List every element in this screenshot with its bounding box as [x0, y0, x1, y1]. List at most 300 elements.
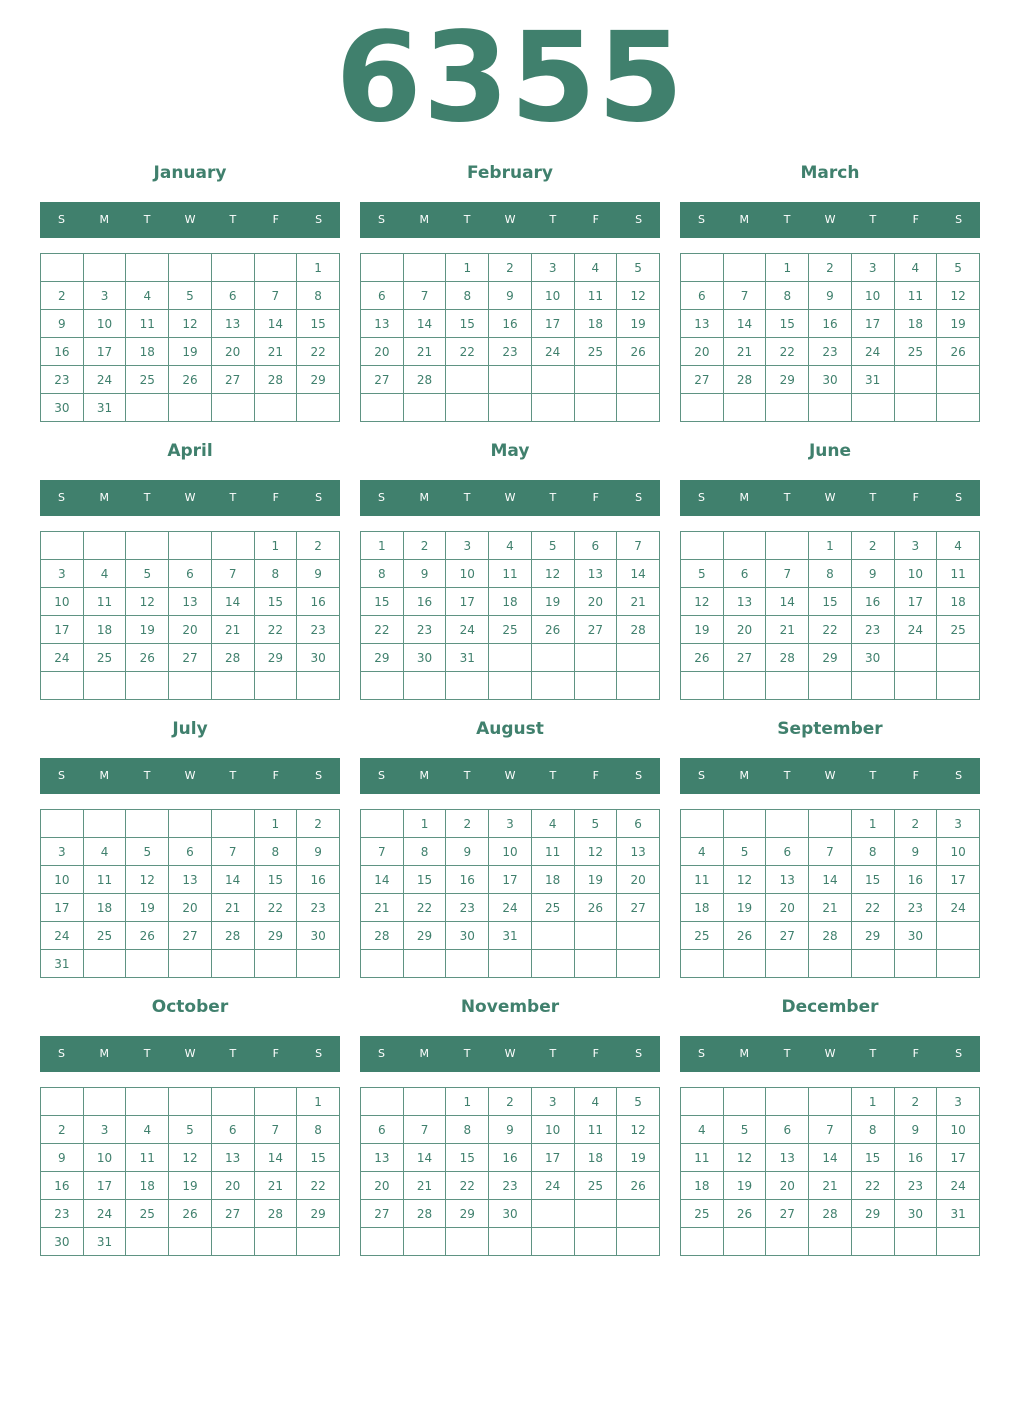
day-cell: 18: [574, 310, 617, 338]
day-cell: 1: [254, 810, 297, 838]
empty-day-cell: [531, 1228, 574, 1256]
week-row: [361, 532, 660, 560]
day-cell: 4: [83, 838, 126, 866]
weekday-label: M: [419, 769, 430, 782]
day-cell: 4: [574, 254, 617, 282]
day-cell: 21: [254, 338, 297, 366]
day-cell: 25: [83, 922, 126, 950]
week-row: [41, 1088, 340, 1116]
day-cell: 23: [489, 338, 532, 366]
day-cell: 4: [681, 1116, 724, 1144]
day-cell: 25: [126, 366, 169, 394]
day-cell: 26: [169, 366, 212, 394]
empty-day-cell: [809, 810, 852, 838]
weekday-label: T: [869, 213, 877, 226]
day-cell: 26: [126, 644, 169, 672]
day-cell: 6: [681, 282, 724, 310]
day-cell: 29: [766, 366, 809, 394]
day-cell: 20: [211, 1172, 254, 1200]
empty-day-cell: [851, 1228, 894, 1256]
day-cell: 11: [126, 1144, 169, 1172]
empty-day-cell: [681, 672, 724, 700]
week-row: [41, 838, 340, 866]
empty-day-cell: [937, 366, 980, 394]
day-cell: 12: [723, 1144, 766, 1172]
day-cell: 19: [617, 310, 660, 338]
empty-day-cell: [489, 644, 532, 672]
day-cell: 26: [723, 922, 766, 950]
day-cell: 13: [574, 560, 617, 588]
day-cell: 16: [403, 588, 446, 616]
day-cell: 18: [531, 866, 574, 894]
day-cell: 1: [446, 254, 489, 282]
weekday-label: F: [592, 769, 599, 782]
day-cell: 11: [681, 866, 724, 894]
day-cell: 21: [403, 338, 446, 366]
week-row: [361, 338, 660, 366]
day-cell: 24: [531, 1172, 574, 1200]
day-cell: 23: [894, 1172, 937, 1200]
day-cell: 22: [361, 616, 404, 644]
empty-day-cell: [169, 672, 212, 700]
empty-day-cell: [211, 950, 254, 978]
weekday-label: T: [143, 213, 151, 226]
weekday-label: F: [272, 491, 279, 504]
day-cell: 8: [766, 282, 809, 310]
day-cell: 26: [681, 644, 724, 672]
empty-day-cell: [766, 672, 809, 700]
week-row: [681, 282, 980, 310]
day-cell: 26: [574, 894, 617, 922]
day-cell: 13: [169, 588, 212, 616]
week-row: [361, 282, 660, 310]
empty-day-cell: [211, 1088, 254, 1116]
day-cell: 3: [489, 810, 532, 838]
day-grid: [40, 531, 340, 700]
weekday-label: S: [57, 769, 65, 782]
empty-day-cell: [723, 254, 766, 282]
week-row: [361, 1200, 660, 1228]
empty-day-cell: [254, 672, 297, 700]
day-cell: 31: [937, 1200, 980, 1228]
empty-day-cell: [83, 254, 126, 282]
weekday-label: S: [635, 1047, 643, 1060]
weekday-header: [680, 480, 980, 516]
week-row: [41, 282, 340, 310]
empty-day-cell: [809, 950, 852, 978]
empty-day-cell: [83, 1088, 126, 1116]
empty-day-cell: [403, 394, 446, 422]
day-cell: 17: [937, 1144, 980, 1172]
day-cell: 6: [617, 810, 660, 838]
day-cell: 24: [937, 894, 980, 922]
empty-day-cell: [851, 394, 894, 422]
weekday-label: F: [592, 1047, 599, 1060]
empty-day-cell: [894, 950, 937, 978]
day-cell: 12: [937, 282, 980, 310]
empty-day-cell: [617, 1200, 660, 1228]
day-cell: 27: [169, 644, 212, 672]
day-cell: 6: [169, 838, 212, 866]
week-row: [681, 894, 980, 922]
empty-day-cell: [169, 950, 212, 978]
empty-day-cell: [126, 254, 169, 282]
day-cell: 10: [531, 1116, 574, 1144]
week-row: [361, 394, 660, 422]
empty-day-cell: [809, 394, 852, 422]
day-cell: 15: [446, 1144, 489, 1172]
day-cell: 12: [531, 560, 574, 588]
day-cell: 10: [446, 560, 489, 588]
weekday-label: S: [57, 213, 65, 226]
day-cell: 27: [766, 922, 809, 950]
weekday-label: T: [229, 769, 237, 782]
day-cell: 5: [937, 254, 980, 282]
day-cell: 8: [851, 1116, 894, 1144]
week-row: [361, 1088, 660, 1116]
week-row: [681, 394, 980, 422]
empty-day-cell: [126, 672, 169, 700]
week-row: [681, 560, 980, 588]
weekday-label: T: [869, 769, 877, 782]
empty-day-cell: [254, 950, 297, 978]
day-cell: 14: [403, 310, 446, 338]
empty-day-cell: [361, 810, 404, 838]
empty-day-cell: [617, 950, 660, 978]
day-cell: 8: [254, 838, 297, 866]
weekday-label: W: [504, 491, 516, 504]
day-cell: 13: [681, 310, 724, 338]
empty-day-cell: [489, 1228, 532, 1256]
empty-day-cell: [937, 672, 980, 700]
empty-day-cell: [169, 1228, 212, 1256]
day-cell: 5: [169, 1116, 212, 1144]
day-cell: 10: [894, 560, 937, 588]
day-cell: 31: [851, 366, 894, 394]
day-cell: 22: [851, 1172, 894, 1200]
empty-day-cell: [531, 644, 574, 672]
week-row: [41, 1228, 340, 1256]
empty-day-cell: [41, 672, 84, 700]
weekday-label: W: [824, 491, 836, 504]
empty-day-cell: [361, 1228, 404, 1256]
week-row: [41, 338, 340, 366]
day-cell: 4: [83, 560, 126, 588]
day-cell: 6: [361, 1116, 404, 1144]
weekday-label: T: [783, 213, 791, 226]
weekday-label: W: [184, 1047, 196, 1060]
weekday-label: S: [315, 769, 323, 782]
week-row: [361, 1172, 660, 1200]
day-cell: 4: [894, 254, 937, 282]
empty-day-cell: [403, 950, 446, 978]
day-cell: 23: [489, 1172, 532, 1200]
empty-day-cell: [681, 1088, 724, 1116]
day-cell: 9: [894, 838, 937, 866]
empty-day-cell: [851, 950, 894, 978]
day-cell: 21: [211, 894, 254, 922]
weekday-label: W: [504, 213, 516, 226]
weekday-label: S: [377, 491, 385, 504]
week-row: [681, 366, 980, 394]
day-cell: 20: [617, 866, 660, 894]
day-cell: 24: [446, 616, 489, 644]
day-cell: 3: [937, 810, 980, 838]
empty-day-cell: [617, 366, 660, 394]
weekday-label: F: [912, 491, 919, 504]
day-cell: 28: [254, 366, 297, 394]
empty-day-cell: [937, 950, 980, 978]
day-cell: 15: [446, 310, 489, 338]
day-cell: 4: [126, 282, 169, 310]
day-cell: 1: [361, 532, 404, 560]
week-row: [681, 1200, 980, 1228]
empty-day-cell: [41, 254, 84, 282]
empty-day-cell: [211, 532, 254, 560]
week-row: [681, 838, 980, 866]
week-row: [361, 644, 660, 672]
empty-day-cell: [297, 672, 340, 700]
day-cell: 27: [617, 894, 660, 922]
day-cell: 7: [403, 282, 446, 310]
day-cell: 3: [41, 838, 84, 866]
day-cell: 23: [41, 1200, 84, 1228]
week-row: [41, 894, 340, 922]
day-cell: 21: [809, 894, 852, 922]
year-title: 6355: [335, 6, 685, 150]
day-cell: 18: [937, 588, 980, 616]
week-row: [681, 254, 980, 282]
week-row: [361, 616, 660, 644]
empty-day-cell: [126, 394, 169, 422]
week-row: [361, 922, 660, 950]
weekday-header: [360, 202, 660, 238]
day-cell: 16: [297, 866, 340, 894]
week-row: [41, 310, 340, 338]
month-title: October: [151, 997, 229, 1017]
day-cell: 19: [531, 588, 574, 616]
empty-day-cell: [617, 922, 660, 950]
day-cell: 16: [894, 1144, 937, 1172]
day-cell: 11: [574, 282, 617, 310]
day-cell: 26: [126, 922, 169, 950]
weekday-label: T: [783, 1047, 791, 1060]
empty-day-cell: [723, 810, 766, 838]
day-cell: 14: [254, 310, 297, 338]
day-cell: 17: [41, 616, 84, 644]
day-cell: 30: [41, 1228, 84, 1256]
day-cell: 15: [297, 1144, 340, 1172]
day-cell: 22: [809, 616, 852, 644]
day-cell: 20: [169, 894, 212, 922]
day-cell: 2: [41, 1116, 84, 1144]
day-cell: 4: [574, 1088, 617, 1116]
day-cell: 23: [809, 338, 852, 366]
day-cell: 29: [851, 1200, 894, 1228]
day-cell: 10: [531, 282, 574, 310]
day-cell: 17: [489, 866, 532, 894]
day-cell: 20: [211, 338, 254, 366]
day-cell: 26: [723, 1200, 766, 1228]
empty-day-cell: [169, 394, 212, 422]
day-cell: 18: [489, 588, 532, 616]
day-cell: 2: [403, 532, 446, 560]
day-cell: 15: [766, 310, 809, 338]
empty-day-cell: [361, 950, 404, 978]
week-row: [41, 1144, 340, 1172]
day-cell: 26: [617, 1172, 660, 1200]
empty-day-cell: [83, 810, 126, 838]
day-cell: 13: [361, 1144, 404, 1172]
day-cell: 12: [723, 866, 766, 894]
day-cell: 27: [766, 1200, 809, 1228]
empty-day-cell: [254, 254, 297, 282]
weekday-label: F: [272, 213, 279, 226]
month-title: February: [466, 163, 554, 183]
day-grid: [680, 253, 980, 422]
weekday-label: M: [739, 491, 750, 504]
weekday-label: T: [869, 491, 877, 504]
weekday-label: T: [229, 1047, 237, 1060]
empty-day-cell: [766, 532, 809, 560]
day-cell: 8: [446, 1116, 489, 1144]
empty-day-cell: [297, 1228, 340, 1256]
day-grid: [360, 1087, 660, 1256]
day-cell: 7: [809, 838, 852, 866]
weekday-label: S: [955, 769, 963, 782]
week-row: [41, 616, 340, 644]
day-cell: 21: [403, 1172, 446, 1200]
day-cell: 5: [723, 838, 766, 866]
day-cell: 11: [83, 588, 126, 616]
day-cell: 20: [574, 588, 617, 616]
day-cell: 29: [403, 922, 446, 950]
day-cell: 4: [126, 1116, 169, 1144]
week-row: [681, 810, 980, 838]
weekday-label: M: [99, 491, 110, 504]
empty-day-cell: [211, 1228, 254, 1256]
week-row: [41, 560, 340, 588]
day-cell: 7: [211, 560, 254, 588]
day-cell: 11: [894, 282, 937, 310]
weekday-label: T: [229, 491, 237, 504]
week-row: [681, 310, 980, 338]
day-cell: 26: [169, 1200, 212, 1228]
day-cell: 21: [254, 1172, 297, 1200]
day-cell: 18: [83, 894, 126, 922]
day-cell: 19: [617, 1144, 660, 1172]
day-cell: 30: [851, 644, 894, 672]
month-title: November: [460, 997, 560, 1017]
weekday-label: M: [739, 1047, 750, 1060]
empty-day-cell: [766, 810, 809, 838]
day-cell: 30: [809, 366, 852, 394]
weekday-label: F: [592, 491, 599, 504]
empty-day-cell: [937, 394, 980, 422]
day-cell: 21: [723, 338, 766, 366]
empty-day-cell: [446, 672, 489, 700]
weekday-header: [40, 480, 340, 516]
day-cell: 8: [297, 1116, 340, 1144]
day-cell: 29: [297, 1200, 340, 1228]
week-row: [681, 922, 980, 950]
week-row: [361, 672, 660, 700]
day-cell: 5: [126, 560, 169, 588]
day-cell: 14: [809, 1144, 852, 1172]
week-row: [361, 866, 660, 894]
day-cell: 17: [894, 588, 937, 616]
weekday-label: W: [504, 769, 516, 782]
empty-day-cell: [809, 1088, 852, 1116]
month-title: April: [167, 441, 213, 461]
day-cell: 11: [681, 1144, 724, 1172]
day-cell: 24: [851, 338, 894, 366]
weekday-label: T: [463, 491, 471, 504]
day-cell: 6: [723, 560, 766, 588]
day-grid: [360, 253, 660, 422]
empty-day-cell: [531, 950, 574, 978]
empty-day-cell: [446, 394, 489, 422]
day-cell: 16: [41, 338, 84, 366]
empty-day-cell: [531, 394, 574, 422]
day-cell: 10: [83, 1144, 126, 1172]
weekday-label: T: [549, 213, 557, 226]
day-cell: 17: [531, 1144, 574, 1172]
day-cell: 1: [809, 532, 852, 560]
empty-day-cell: [531, 672, 574, 700]
day-cell: 14: [617, 560, 660, 588]
empty-day-cell: [681, 810, 724, 838]
empty-day-cell: [681, 532, 724, 560]
day-cell: 5: [681, 560, 724, 588]
empty-day-cell: [403, 672, 446, 700]
weekday-label: M: [99, 769, 110, 782]
day-grid: [680, 809, 980, 978]
empty-day-cell: [574, 644, 617, 672]
empty-day-cell: [894, 672, 937, 700]
empty-day-cell: [489, 394, 532, 422]
day-cell: 3: [83, 1116, 126, 1144]
day-cell: 6: [169, 560, 212, 588]
weekday-header: [680, 758, 980, 794]
day-cell: 14: [403, 1144, 446, 1172]
empty-day-cell: [723, 532, 766, 560]
day-cell: 18: [574, 1144, 617, 1172]
empty-day-cell: [531, 1200, 574, 1228]
day-cell: 12: [617, 282, 660, 310]
empty-day-cell: [574, 394, 617, 422]
empty-day-cell: [681, 950, 724, 978]
day-cell: 11: [574, 1116, 617, 1144]
weekday-label: S: [57, 1047, 65, 1060]
weekday-label: T: [869, 1047, 877, 1060]
day-cell: 1: [254, 532, 297, 560]
weekday-label: S: [955, 213, 963, 226]
day-cell: 20: [766, 894, 809, 922]
weekday-label: T: [463, 1047, 471, 1060]
day-cell: 13: [169, 866, 212, 894]
week-row: [41, 366, 340, 394]
week-row: [41, 1172, 340, 1200]
day-cell: 16: [489, 1144, 532, 1172]
day-cell: 3: [446, 532, 489, 560]
day-cell: 15: [809, 588, 852, 616]
day-cell: 20: [361, 338, 404, 366]
day-cell: 25: [574, 338, 617, 366]
day-cell: 22: [446, 338, 489, 366]
week-row: [41, 672, 340, 700]
day-cell: 9: [809, 282, 852, 310]
